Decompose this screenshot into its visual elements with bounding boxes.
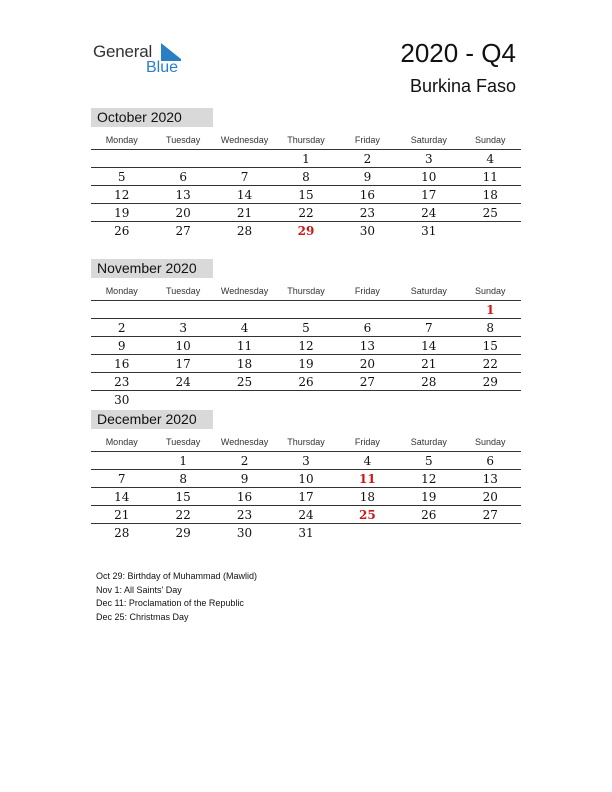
week-row [91,373,521,391]
holiday-notes [96,570,257,624]
weekday-label: Wednesday [220,135,269,145]
date-cell: 22 [482,356,498,371]
date-cell: 15 [482,338,498,353]
date-cell: 4 [363,453,372,468]
country-name: Burkina Faso [409,76,516,96]
holiday-note: Dec 11: Proclamation of the Republic [96,598,244,608]
weeks [91,301,521,408]
date-cell: 27 [482,507,498,522]
date-cell: 25 [236,374,253,389]
weekday-label: Saturday [410,286,447,296]
date-cell: 2 [363,151,372,166]
week-row [91,391,521,408]
date-cell: 20 [482,489,498,504]
date-cell: 5 [302,320,310,335]
weekday-label: Tuesday [166,437,201,447]
date-cell: 23 [236,507,253,522]
holiday-note: Oct 29: Birthday of Muhammad (Mawlid) [96,571,258,581]
date-cell: 31 [298,525,314,540]
date-cell: 24 [421,205,437,220]
date-cell: 26 [421,507,437,522]
weekday-row [91,131,521,150]
date-cell: 20 [359,356,376,371]
weekday-label: Friday [354,437,380,447]
logo-text-general: General [93,42,153,61]
weekday-label: Monday [105,286,138,296]
date-cell: 22 [175,507,191,522]
date-cell: 25 [482,205,498,220]
date-cell: 11 [236,338,253,353]
week-row [91,506,521,524]
date-cell: 29 [175,525,191,540]
date-cell: 23 [114,374,130,389]
date-cell: 18 [359,489,376,504]
date-cell: 18 [236,356,253,371]
weekday-row [91,433,521,452]
month-header: November 2020 [91,259,213,278]
date-cell: 16 [236,489,253,504]
date-cell: 18 [482,187,498,202]
week-row [91,488,521,506]
weekday-label: Sunday [474,286,506,296]
weekday-label: Friday [354,286,380,296]
date-cell: 12 [298,338,314,353]
date-cell: 15 [298,187,314,202]
holiday-date-cell: 29 [297,223,315,238]
week-row [91,524,521,541]
date-cell: 3 [302,453,310,468]
date-cell: 13 [359,338,376,353]
weekday-label: Thursday [287,437,325,447]
month-block-november [91,259,521,408]
date-cell: 30 [359,223,376,238]
date-cell: 1 [179,453,187,468]
week-row [91,319,521,337]
weekday-label: Saturday [410,135,447,145]
weekday-label: Thursday [287,286,325,296]
date-cell: 27 [175,223,191,238]
logo-text-blue: Blue [146,59,179,76]
date-cell: 12 [114,187,130,202]
date-cell: 7 [425,320,433,335]
date-cell: 27 [359,374,376,389]
date-cell: 24 [175,374,191,389]
weekday-label: Wednesday [220,286,269,296]
date-cell: 13 [482,471,498,486]
date-cell: 19 [298,356,314,371]
date-cell: 9 [363,169,372,184]
weekday-label: Friday [354,135,380,145]
date-cell: 2 [240,453,249,468]
month-block-december [91,410,521,541]
date-cell: 11 [482,169,498,184]
date-cell: 4 [486,151,495,166]
page-title: 2020 - Q4 [400,38,516,68]
date-cell: 28 [236,223,253,238]
date-cell: 8 [486,320,495,335]
date-cell: 13 [175,187,191,202]
date-cell: 26 [298,374,314,389]
date-cell: 10 [421,169,437,184]
date-cell: 5 [117,169,126,184]
date-cell: 29 [482,374,498,389]
date-cell: 8 [179,471,187,486]
weekday-label: Tuesday [166,135,201,145]
weeks [91,452,521,541]
date-cell: 6 [486,453,495,468]
holiday-date-cell: 25 [359,507,376,522]
date-cell: 23 [359,205,376,220]
date-cell: 14 [114,489,130,504]
date-cell: 19 [421,489,437,504]
date-cell: 17 [298,489,314,504]
date-cell: 16 [359,187,376,202]
date-cell: 30 [114,392,130,407]
month-block-october [91,108,521,239]
week-row [91,168,521,186]
holiday-note: Dec 25: Christmas Day [96,611,189,622]
date-cell: 6 [179,169,187,184]
week-row [91,186,521,204]
date-cell: 4 [240,320,249,335]
date-cell: 30 [236,525,253,540]
weekday-label: Tuesday [166,286,201,296]
date-cell: 28 [114,525,130,540]
date-cell: 16 [114,356,130,371]
weekday-label: Sunday [474,135,506,145]
date-cell: 26 [114,223,130,238]
date-cell: 7 [117,471,126,486]
date-cell: 21 [236,205,253,220]
weekday-label: Monday [105,135,138,145]
week-row [91,337,521,355]
date-cell: 17 [175,356,191,371]
weekday-label: Thursday [287,135,325,145]
date-cell: 3 [425,151,433,166]
date-cell: 3 [179,320,187,335]
holiday-note: Nov 1: All Saints' Day [96,584,182,595]
generalblue-logo [93,40,193,80]
date-cell: 7 [240,169,249,184]
date-cell: 22 [298,205,314,220]
date-cell: 9 [240,471,249,486]
weekday-label: Wednesday [220,437,269,447]
date-cell: 17 [421,187,437,202]
date-cell: 24 [298,507,314,522]
date-cell: 12 [421,471,437,486]
date-cell: 10 [298,471,314,486]
date-cell: 5 [425,453,433,468]
weekday-row [91,282,521,301]
date-cell: 21 [114,507,130,522]
date-cell: 14 [421,338,437,353]
weekday-label: Sunday [474,437,506,447]
week-row [91,150,521,168]
date-cell: 15 [175,489,191,504]
date-cell: 1 [302,151,310,166]
weeks [91,150,521,239]
date-cell: 2 [117,320,126,335]
week-row [91,452,521,470]
week-row [91,301,521,319]
date-cell: 20 [175,205,191,220]
date-cell: 14 [236,187,253,202]
date-cell: 21 [421,356,437,371]
date-cell: 28 [421,374,437,389]
holiday-date-cell: 11 [359,471,376,486]
date-cell: 19 [114,205,130,220]
week-row [91,355,521,373]
date-cell: 6 [363,320,372,335]
date-cell: 8 [302,169,310,184]
date-cell: 31 [421,223,437,238]
date-cell: 10 [175,338,191,353]
date-cell: 9 [117,338,126,353]
weekday-label: Monday [105,437,138,447]
week-row [91,470,521,488]
week-row [91,222,521,239]
month-header: December 2020 [91,410,213,429]
holiday-date-cell: 1 [486,302,495,317]
month-header: October 2020 [91,108,213,127]
week-row [91,204,521,222]
weekday-label: Saturday [410,437,447,447]
